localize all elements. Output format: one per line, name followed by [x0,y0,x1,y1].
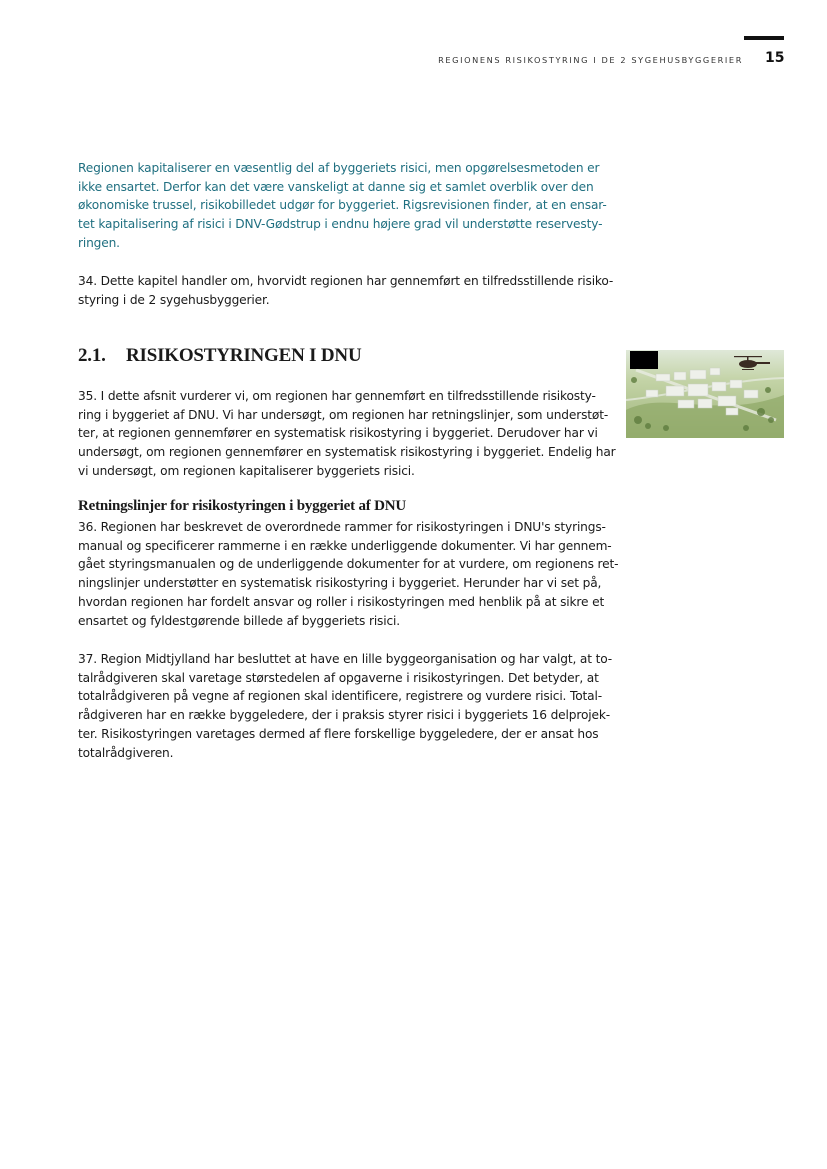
running-header: REGIONENS RISIKOSTYRING I DE 2 SYGEHUSBYGGERIER [438,55,743,65]
aerial-illustration-graphic [626,350,784,438]
section-heading [78,345,361,367]
paragraph-36: 36. Regionen har beskrevet de overordnede rammer for risikostyringen i DNU's styrings- manual og specificerer rammerne i en række underliggende dokumenter. Vi har gennem- gået styringsmanualen og de underliggende dokumenter for at vurdere, om regionens ret- ningslinjer understøtter en systematisk risikostyring i byggeriet. Herunder har vi set på, hvordan regionen har fordelt ansvar og roller i risikostyringen med henblik på at sikre et ensartet og fyldestgørende billede af byggeriets risici. [78,520,619,628]
page-number: 15 [765,50,785,66]
section-number: 2.1. [78,345,106,366]
aerial-illustration [626,350,784,438]
header-rule [744,36,784,40]
paragraph-35: 35. I dette afsnit vurderer vi, om regionen har gennemført en tilfredsstillende risikosty- ring i byggeriet af DNU. Vi har undersøgt, om regionen har retningslinjer, som understøt- ter, at regionen gennemfører en systematisk risikostyring i byggeriet. Derudover har vi undersøgt, om regionen gennemfører en systematisk risikostyring i byggeriet. Endelig har vi undersøgt, om regionen kapitaliserer byggeriets risici. [78,389,616,478]
paragraph-37: 37. Region Midtjylland har besluttet at have en lille byggeorganisation og har valgt, at to- talrådgiveren skal varetage størstedelen af opgaverne i risikostyringen. Det betyder, at totalrådgiveren på vegne af regionen skal identificere, registrere og vurdere risici. Total- rådgiveren har en række byggeledere, der i praksis styrer risici i byggeriets 16 delprojek- ter. Risikostyringen varetages dermed af flere forskellige byggeledere, der er ansat hos totalrådgiveren. [78,652,613,760]
intro-summary: Regionen kapitaliserer en væsentlig del af byggeriets risici, men opgørelsesmetoden er ikke ensartet. Derfor kan det være vanskeligt at danne sig et samlet overblik over den økonomiske trussel, risikobilledet udgør for byggeriet. Rigsrevisionen finder, at en ensar- tet kapitalisering af risici i DNV-Gødstrup i endnu højere grad vil understøtte reservesty- ringen. [78,161,607,250]
paragraph-34: 34. Dette kapitel handler om, hvorvidt regionen har gennemført en tilfredsstillende risiko- styring i de 2 sygehusbyggerier. [78,274,614,307]
section-title: RISIKOSTYRINGEN I DNU [126,345,362,366]
subsection-heading: Retningslinjer for risikostyringen i byggeriet af DNU [78,498,406,514]
